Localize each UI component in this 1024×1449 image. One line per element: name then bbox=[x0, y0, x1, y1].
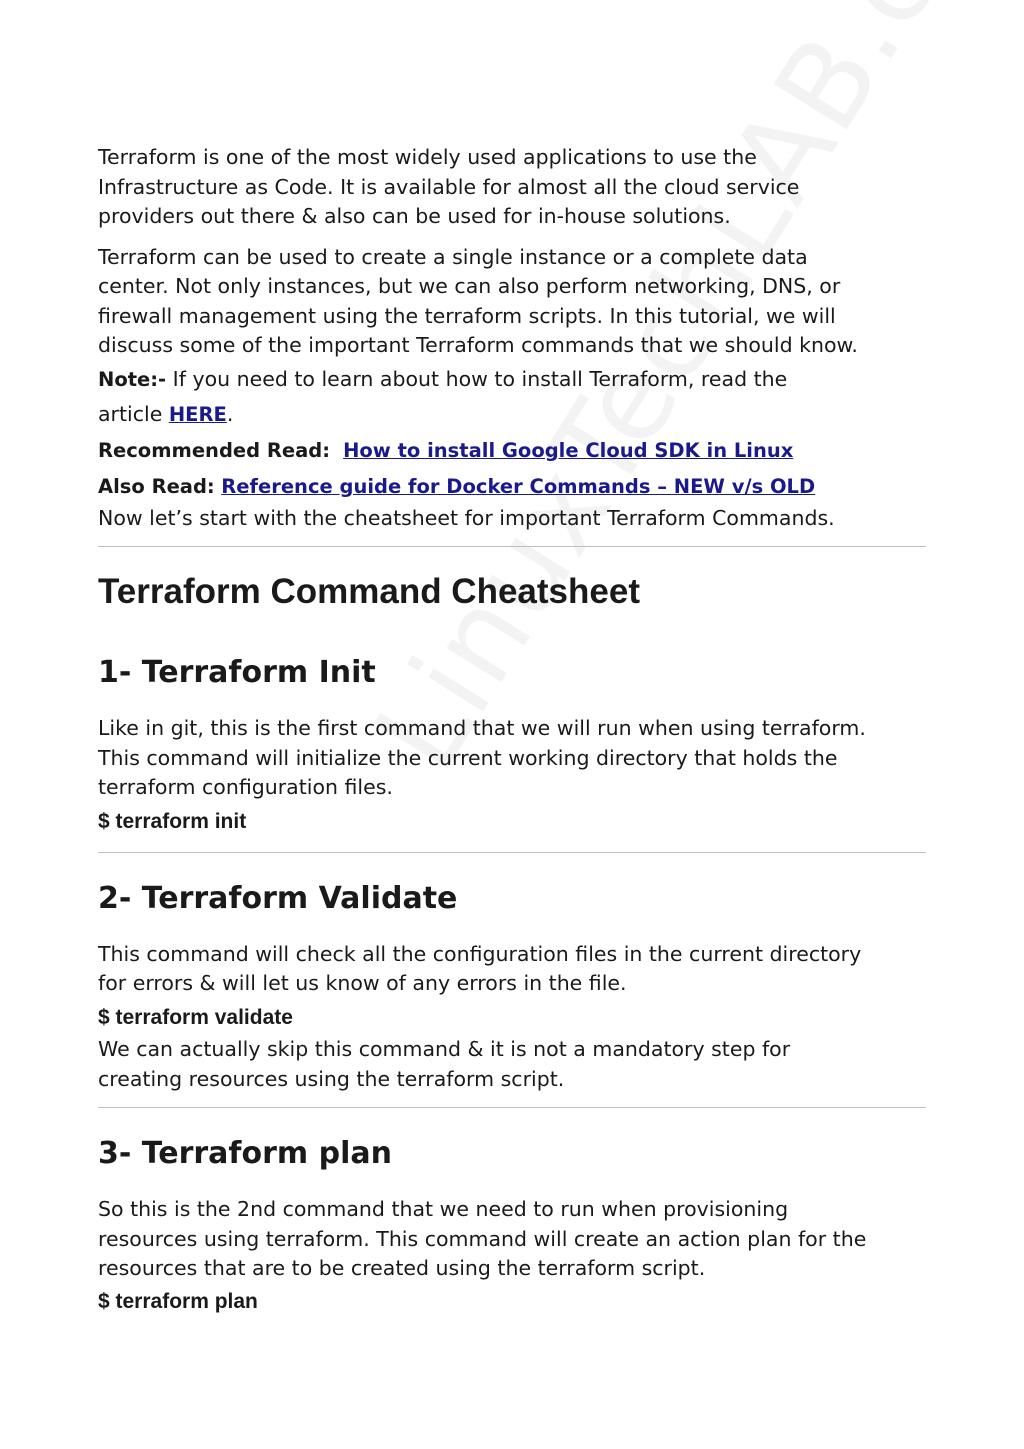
start-line: Now let’s start with the cheatsheet for important Terraform Commands. bbox=[98, 506, 835, 530]
plan-command: $ terraform plan bbox=[98, 1290, 258, 1313]
note-text2: article bbox=[98, 402, 169, 426]
validate-after-line2: creating resources using the terraform script. bbox=[98, 1067, 565, 1091]
document-page bbox=[98, 0, 926, 1449]
section-heading-validate: 2- Terraform Validate bbox=[98, 881, 458, 916]
intro-p2-line1: Terraform can be used to create a single instance or a complete data bbox=[98, 245, 808, 269]
note-label: Note:- bbox=[98, 368, 167, 391]
also-read-label: Also Read: bbox=[98, 475, 215, 498]
validate-body-line2: for errors & will let us know of any errors in the file. bbox=[98, 971, 627, 995]
recommended-label: Recommended Read: bbox=[98, 439, 331, 462]
section-heading-init: 1- Terraform Init bbox=[98, 655, 376, 690]
intro-p1-line1: Terraform is one of the most widely used applications to use the bbox=[98, 145, 757, 169]
divider bbox=[98, 1107, 926, 1108]
page-title: Terraform Command Cheatsheet bbox=[98, 572, 640, 611]
intro-p1-line2: Infrastructure as Code. It is available for almost all the cloud service bbox=[98, 175, 800, 199]
intro-p2-line3: firewall management using the terraform scripts. In this tutorial, we will bbox=[98, 304, 836, 328]
init-body-line2: This command will initialize the current working directory that holds the bbox=[98, 746, 838, 770]
init-command: $ terraform init bbox=[98, 810, 247, 833]
also-read-link[interactable]: Reference guide for Docker Commands – NEW v/s OLD bbox=[221, 475, 816, 498]
intro-p2-line2: center. Not only instances, but we can also perform networking, DNS, or bbox=[98, 274, 841, 298]
init-body-line1: Like in git, this is the first command that we will run when using terraform. bbox=[98, 716, 866, 740]
divider bbox=[98, 852, 926, 853]
divider bbox=[98, 546, 926, 547]
intro-p2-line4: discuss some of the important Terraform commands that we should know. bbox=[98, 333, 858, 357]
here-link[interactable]: HERE bbox=[168, 403, 227, 426]
validate-body-line1: This command will check all the configuration files in the current directory bbox=[98, 942, 862, 966]
validate-command: $ terraform validate bbox=[98, 1006, 293, 1029]
recommended-line bbox=[98, 436, 926, 466]
note-end: . bbox=[226, 402, 234, 426]
init-body-line3: terraform configuration files. bbox=[98, 775, 393, 799]
plan-body-line1: So this is the 2nd command that we need to run when provisioning bbox=[98, 1197, 789, 1221]
recommended-link[interactable]: How to install Google Cloud SDK in Linux bbox=[343, 439, 794, 462]
validate-after-line1: We can actually skip this command & it is not a mandatory step for bbox=[98, 1037, 791, 1061]
also-read-line bbox=[98, 472, 926, 502]
section-heading-plan: 3- Terraform plan bbox=[98, 1136, 392, 1171]
note-line bbox=[98, 365, 926, 395]
plan-body-line2: resources using terraform. This command will create an action plan for the bbox=[98, 1227, 867, 1251]
intro-p1-line3: providers out there & also can be used for in-house solutions. bbox=[98, 204, 731, 228]
note-text: If you need to learn about how to install Terraform, read the bbox=[166, 367, 788, 391]
plan-body-line3: resources that are to be created using the terraform script. bbox=[98, 1256, 706, 1280]
watermark bbox=[348, 0, 1024, 793]
note-line2 bbox=[98, 400, 926, 430]
